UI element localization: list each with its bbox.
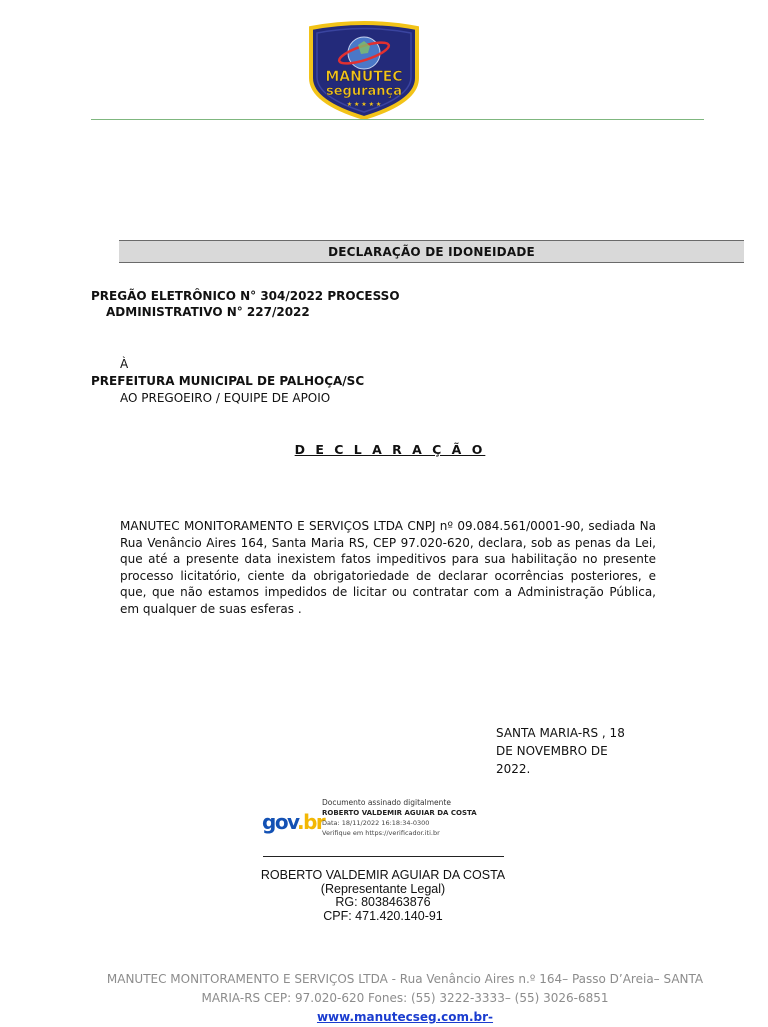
govbr-datetime: Data: 18/11/2022 16:18:34-0300 (322, 819, 430, 827)
footer-line-1: MANUTEC MONITORAMENTO E SERVIÇOS LTDA - Rua Venâncio Aires n.º 164– Passo D’Areia– SANTA (106, 972, 704, 986)
signer-cpf: CPF: 471.420.140-91 (323, 908, 443, 923)
addressee-prefeitura: PREFEITURA MUNICIPAL DE PALHOÇA/SC (91, 374, 365, 388)
logo-text-manutec: MANUTEC (325, 69, 403, 85)
document-title: DECLARAÇÃO DE IDONEIDADE (119, 240, 744, 263)
footer-line-2: MARIA-RS CEP: 97.020-620 Fones: (55) 3222-3333– (55) 3026-6851 (201, 991, 609, 1005)
signature-line (263, 856, 504, 857)
signer-role: (Representante Legal) (320, 881, 446, 896)
signature-block (230, 869, 536, 923)
signer-name: ROBERTO VALDEMIR AGUIAR DA COSTA (260, 868, 506, 882)
pregao-line-2: ADMINISTRATIVO N° 227/2022 (106, 305, 310, 319)
addressee-a: À (120, 357, 129, 371)
govbr-logo-icon (262, 810, 324, 834)
date-block (496, 724, 636, 778)
pregao-line-1: PREGÃO ELETRÔNICO N° 304/2022 PROCESSO (91, 289, 400, 303)
logo-stars: ★ ★ ★ ★ ★ (346, 101, 382, 108)
logo-text-seguranca: segurança (325, 84, 403, 99)
signer-rg: RG: 8038463876 (335, 895, 431, 909)
date-line-2: DE NOVEMBRO DE (496, 744, 608, 758)
declaracao-heading: D E C L A R A Ç Ã O (294, 442, 486, 457)
govbr-logo-gov: gov (262, 810, 297, 834)
govbr-signed-label: Documento assinado digitalmente (322, 798, 451, 807)
page-footer (60, 970, 750, 1027)
date-line-1: SANTA MARIA-RS , 18 (496, 726, 625, 740)
govbr-signer-name: ROBERTO VALDEMIR AGUIAR DA COSTA (322, 809, 477, 817)
declaration-body: MANUTEC MONITORAMENTO E SERVIÇOS LTDA CNPJ nº 09.084.561/0001-90, sediada Na Rua Venâncio Aires 164, Santa Maria RS, CEP 97.020-620, declara, sob as penas da Lei, que até a presente data inexistem fatos impeditivos para sua habilitação no presente processo licitatório, ciente da obrigatoriedade de declarar ocorrências posteriores, e que, que não estamos impedidos de licitar ou contratar com a Administração Pública, em qualquer de suas esferas . (120, 519, 656, 616)
govbr-stamp-text (322, 798, 477, 838)
company-logo (305, 20, 423, 120)
govbr-logo-br: .br (296, 810, 325, 834)
govbr-verify: Verifique em https://verificador.iti.br (322, 829, 440, 837)
govbr-signature-stamp (262, 798, 492, 840)
addressee-pregoeiro: AO PREGOEIRO / EQUIPE DE APOIO (120, 391, 331, 405)
date-line-3: 2022. (496, 762, 531, 776)
header-divider (91, 119, 704, 120)
shield-logo-icon (305, 20, 423, 120)
footer-website-link[interactable]: www.manutecseg.com.br- (316, 1010, 494, 1024)
